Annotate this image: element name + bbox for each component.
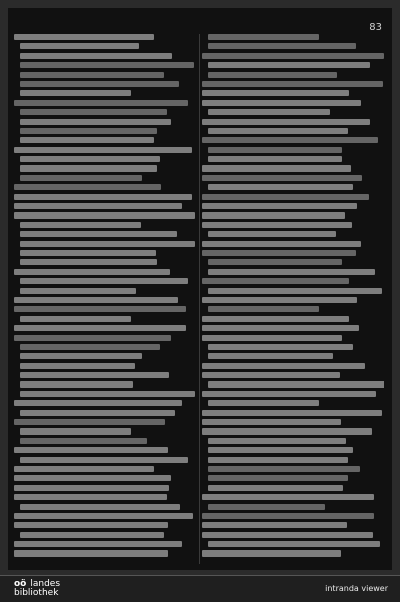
- text-line: [202, 53, 384, 59]
- text-line: [20, 62, 194, 68]
- text-line: [202, 522, 347, 528]
- text-line: [20, 532, 164, 538]
- text-line: [20, 53, 172, 59]
- text-line: [14, 306, 186, 312]
- library-logo[interactable]: [14, 580, 60, 598]
- text-line: [20, 316, 131, 322]
- text-line: [202, 428, 372, 434]
- text-line: [208, 475, 348, 481]
- text-line: [14, 550, 168, 556]
- text-line: [208, 72, 337, 78]
- text-columns: [14, 34, 386, 564]
- text-line: [202, 250, 356, 256]
- text-line: [202, 363, 365, 369]
- text-line: [20, 250, 156, 256]
- text-line: [202, 81, 383, 87]
- text-line: [208, 381, 384, 387]
- text-line: [14, 269, 170, 275]
- text-line: [202, 410, 382, 416]
- text-line: [14, 34, 154, 40]
- text-line: [208, 344, 353, 350]
- text-line: [202, 119, 370, 125]
- text-line: [208, 466, 360, 472]
- text-line: [20, 72, 164, 78]
- column-divider: [199, 34, 200, 564]
- text-line: [202, 194, 369, 200]
- text-line: [208, 438, 346, 444]
- text-line: [14, 203, 182, 209]
- text-line: [208, 400, 319, 406]
- text-line: [20, 504, 180, 510]
- text-line: [14, 475, 171, 481]
- text-line: [20, 410, 175, 416]
- text-line: [14, 100, 188, 106]
- text-line: [14, 325, 186, 331]
- viewer-label: intranda viewer: [325, 584, 388, 593]
- text-line: [208, 109, 330, 115]
- text-line: [14, 184, 161, 190]
- text-line: [202, 90, 349, 96]
- text-line: [208, 306, 319, 312]
- text-line: [208, 485, 343, 491]
- text-line: [14, 194, 192, 200]
- text-line: [20, 372, 169, 378]
- scanned-page: [8, 8, 392, 570]
- text-line: [208, 156, 342, 162]
- text-line: [202, 241, 361, 247]
- text-line: [20, 81, 179, 87]
- text-line: [14, 297, 178, 303]
- text-line: [208, 288, 382, 294]
- logo-line2: bibliothek: [14, 588, 59, 598]
- text-line: [208, 541, 380, 547]
- text-line: [208, 457, 348, 463]
- text-line: [20, 109, 167, 115]
- text-line: [202, 137, 378, 143]
- logo-prefix: oö: [14, 579, 27, 589]
- text-line: [202, 419, 341, 425]
- text-line: [20, 241, 195, 247]
- text-line: [202, 165, 351, 171]
- text-line: [208, 128, 348, 134]
- text-line: [208, 62, 370, 68]
- text-line: [202, 278, 349, 284]
- text-line: [208, 34, 319, 40]
- text-line: [14, 400, 182, 406]
- text-line: [20, 90, 131, 96]
- text-line: [202, 494, 374, 500]
- text-line: [20, 344, 160, 350]
- text-line: [20, 363, 135, 369]
- text-line: [14, 447, 168, 453]
- text-line: [202, 100, 361, 106]
- text-line: [14, 541, 182, 547]
- text-line: [20, 119, 171, 125]
- right-column-text: [202, 34, 384, 564]
- viewer-footer: [0, 575, 400, 602]
- text-line: [14, 513, 193, 519]
- text-line: [14, 419, 165, 425]
- text-line: [20, 259, 157, 265]
- text-line: [20, 128, 157, 134]
- text-line: [20, 391, 195, 397]
- text-line: [20, 137, 154, 143]
- text-line: [202, 335, 342, 341]
- text-line: [208, 184, 353, 190]
- text-line: [202, 297, 357, 303]
- text-line: [14, 522, 168, 528]
- text-line: [202, 550, 341, 556]
- text-line: [202, 212, 345, 218]
- text-line: [14, 485, 169, 491]
- text-line: [14, 466, 154, 472]
- text-line: [20, 222, 141, 228]
- text-line: [14, 335, 171, 341]
- text-line: [208, 147, 342, 153]
- text-line: [202, 175, 362, 181]
- text-line: [20, 165, 157, 171]
- text-line: [202, 532, 373, 538]
- text-line: [208, 259, 342, 265]
- text-line: [20, 43, 139, 49]
- text-line: [20, 381, 133, 387]
- text-line: [202, 316, 349, 322]
- text-line: [20, 428, 131, 434]
- text-line: [208, 504, 325, 510]
- text-line: [20, 288, 136, 294]
- text-line: [202, 372, 340, 378]
- text-line: [20, 457, 188, 463]
- text-line: [202, 203, 357, 209]
- text-line: [14, 147, 192, 153]
- text-line: [20, 175, 142, 181]
- text-line: [208, 43, 356, 49]
- text-line: [208, 269, 375, 275]
- text-line: [202, 325, 359, 331]
- text-line: [20, 231, 177, 237]
- text-line: [208, 353, 333, 359]
- text-line: [20, 438, 147, 444]
- text-line: [202, 513, 374, 519]
- text-line: [208, 447, 353, 453]
- left-column-text: [14, 34, 196, 564]
- page-number: 83: [369, 22, 382, 33]
- text-line: [202, 222, 352, 228]
- text-line: [202, 391, 376, 397]
- text-line: [208, 231, 336, 237]
- text-line: [14, 212, 195, 218]
- text-line: [14, 494, 167, 500]
- text-line: [20, 156, 160, 162]
- text-line: [20, 353, 142, 359]
- logo-line1: landes: [30, 579, 61, 589]
- text-line: [20, 278, 188, 284]
